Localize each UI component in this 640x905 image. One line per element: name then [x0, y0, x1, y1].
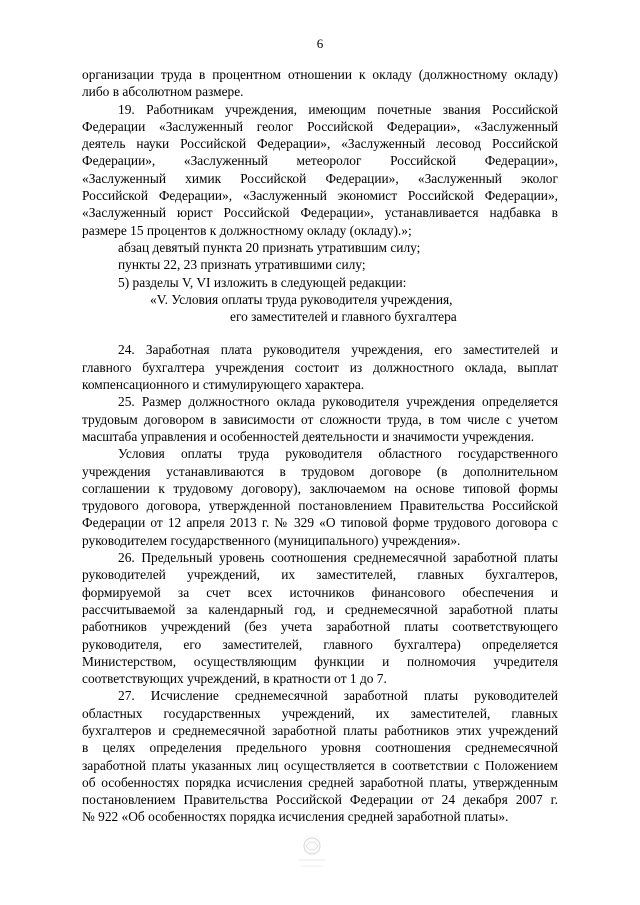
- text-line: размере 15 процентов к должностному окладу (окладу).»;: [82, 222, 412, 238]
- text-line: руководителем государственного (муниципального) учреждения».: [82, 532, 461, 548]
- text-line: «Заслуженный юрист Российской Федерации», устанавливается надбавка в: [82, 205, 558, 221]
- text-line: Федерации», «Заслуженный метеоролог Российской Федерации»,: [82, 153, 558, 169]
- text-line: 5) разделы V, VI изложить в следующей редакции:: [118, 274, 407, 290]
- text-line: Министерством, осуществляющим функции и полномочия учредителя: [82, 653, 558, 669]
- text-line: руководителя, его заместителей, главного бухгалтера) определяется: [82, 636, 558, 652]
- text-line: учреждения устанавливаются в трудовом договоре (в дополнительном: [82, 463, 558, 479]
- faint-seal-watermark: [290, 832, 334, 876]
- text-line: абзац девятый пункта 20 признать утратившим силу;: [118, 239, 421, 255]
- text-line: заработной платы указанных лиц осуществляется в соответствии с Положением: [82, 757, 558, 773]
- page-number: 6: [316, 36, 324, 51]
- section-heading-continued: его заместителей и главного бухгалтера: [230, 309, 457, 325]
- text-line: организации труда в процентном отношении к окладу (должностному окладу): [82, 67, 558, 82]
- text-line: трудового договора, утвержденной постановлением Правительства Российской: [82, 498, 558, 514]
- text-line: пункты 22, 23 признать утратившими силу;: [118, 257, 366, 273]
- text-line: трудовым договором в зависимости от сложности труда, в том числе с учетом: [82, 411, 558, 427]
- text-line: соглашении к трудовому договору), заключаемом на основе типовой формы: [82, 480, 558, 496]
- text-line: руководителей учреждений, их заместителей, главных бухгалтеров,: [82, 567, 558, 583]
- text-line: главного бухгалтера учреждения состоит из должностного оклада, выплат: [82, 359, 558, 375]
- text-line: работников учреждений (без учета заработной платы соответствующего: [82, 619, 558, 635]
- text-line: компенсационного и стимулирующего характера.: [82, 377, 365, 393]
- text-line: соответствующих учреждений, в кратности от 1 до 7.: [82, 671, 387, 687]
- text-line: «Заслуженный химик Российской Федерации», «Заслуженный эколог: [82, 170, 558, 186]
- paragraph-24-start: 24. Заработная плата руководителя учреждения, его заместителей и: [118, 342, 558, 358]
- text-line: деятель науки Российской Федерации», «Заслуженный лесовод Российской: [82, 136, 558, 152]
- text-line: Федерации от 12 апреля 2013 г. № 329 «О типовой форме трудового договора с: [82, 515, 558, 531]
- text-line: областных государственных учреждений, их заместителей, главных: [82, 705, 558, 721]
- paragraph-25-start: 25. Размер должностного оклада руководителя учреждения определяется: [118, 394, 558, 410]
- paragraph-26-start: 26. Предельный уровень соотношения среднемесячной заработной платы: [118, 550, 558, 566]
- text-line: бухгалтеров и среднемесячной заработной платы работников этих учреждений: [82, 722, 558, 738]
- paragraph-19-start: 19. Работникам учреждения, имеющим почетные звания Российской: [118, 101, 558, 117]
- text-line: масштаба управления и особенностей деятельности и значимости учреждения.: [82, 428, 535, 444]
- text-line: постановлением Правительства Российской Федерации от 24 декабря 2007 г.: [82, 792, 558, 808]
- text-line: Федерации «Заслуженный геолог Российской Федерации», «Заслуженный: [82, 118, 558, 134]
- paragraph-start: Условия оплаты труда руководителя областного государственного: [118, 446, 558, 462]
- text-line: формируемой за счет всех источников финансового обеспечения и: [82, 584, 558, 600]
- text-line: в целях определения предельного уровня соотношения среднемесячной: [82, 740, 558, 756]
- document-body: [82, 66, 558, 826]
- text-line: либо в абсолютном размере.: [82, 84, 244, 100]
- section-heading: «V. Условия оплаты труда руководителя учреждения,: [150, 291, 453, 307]
- text-line: № 922 «Об особенностях порядка исчисления средней заработной платы».: [82, 809, 509, 825]
- text-line: об особенностях порядка исчисления средней заработной платы, утвержденным: [82, 774, 558, 790]
- text-line: рассчитываемой за календарный год, и среднемесячной заработной платы: [82, 601, 558, 617]
- text-line: Российской Федерации», «Заслуженный экономист Российской Федерации»,: [82, 188, 558, 204]
- paragraph-27-start: 27. Исчисление среднемесячной заработной платы руководителей: [118, 688, 558, 704]
